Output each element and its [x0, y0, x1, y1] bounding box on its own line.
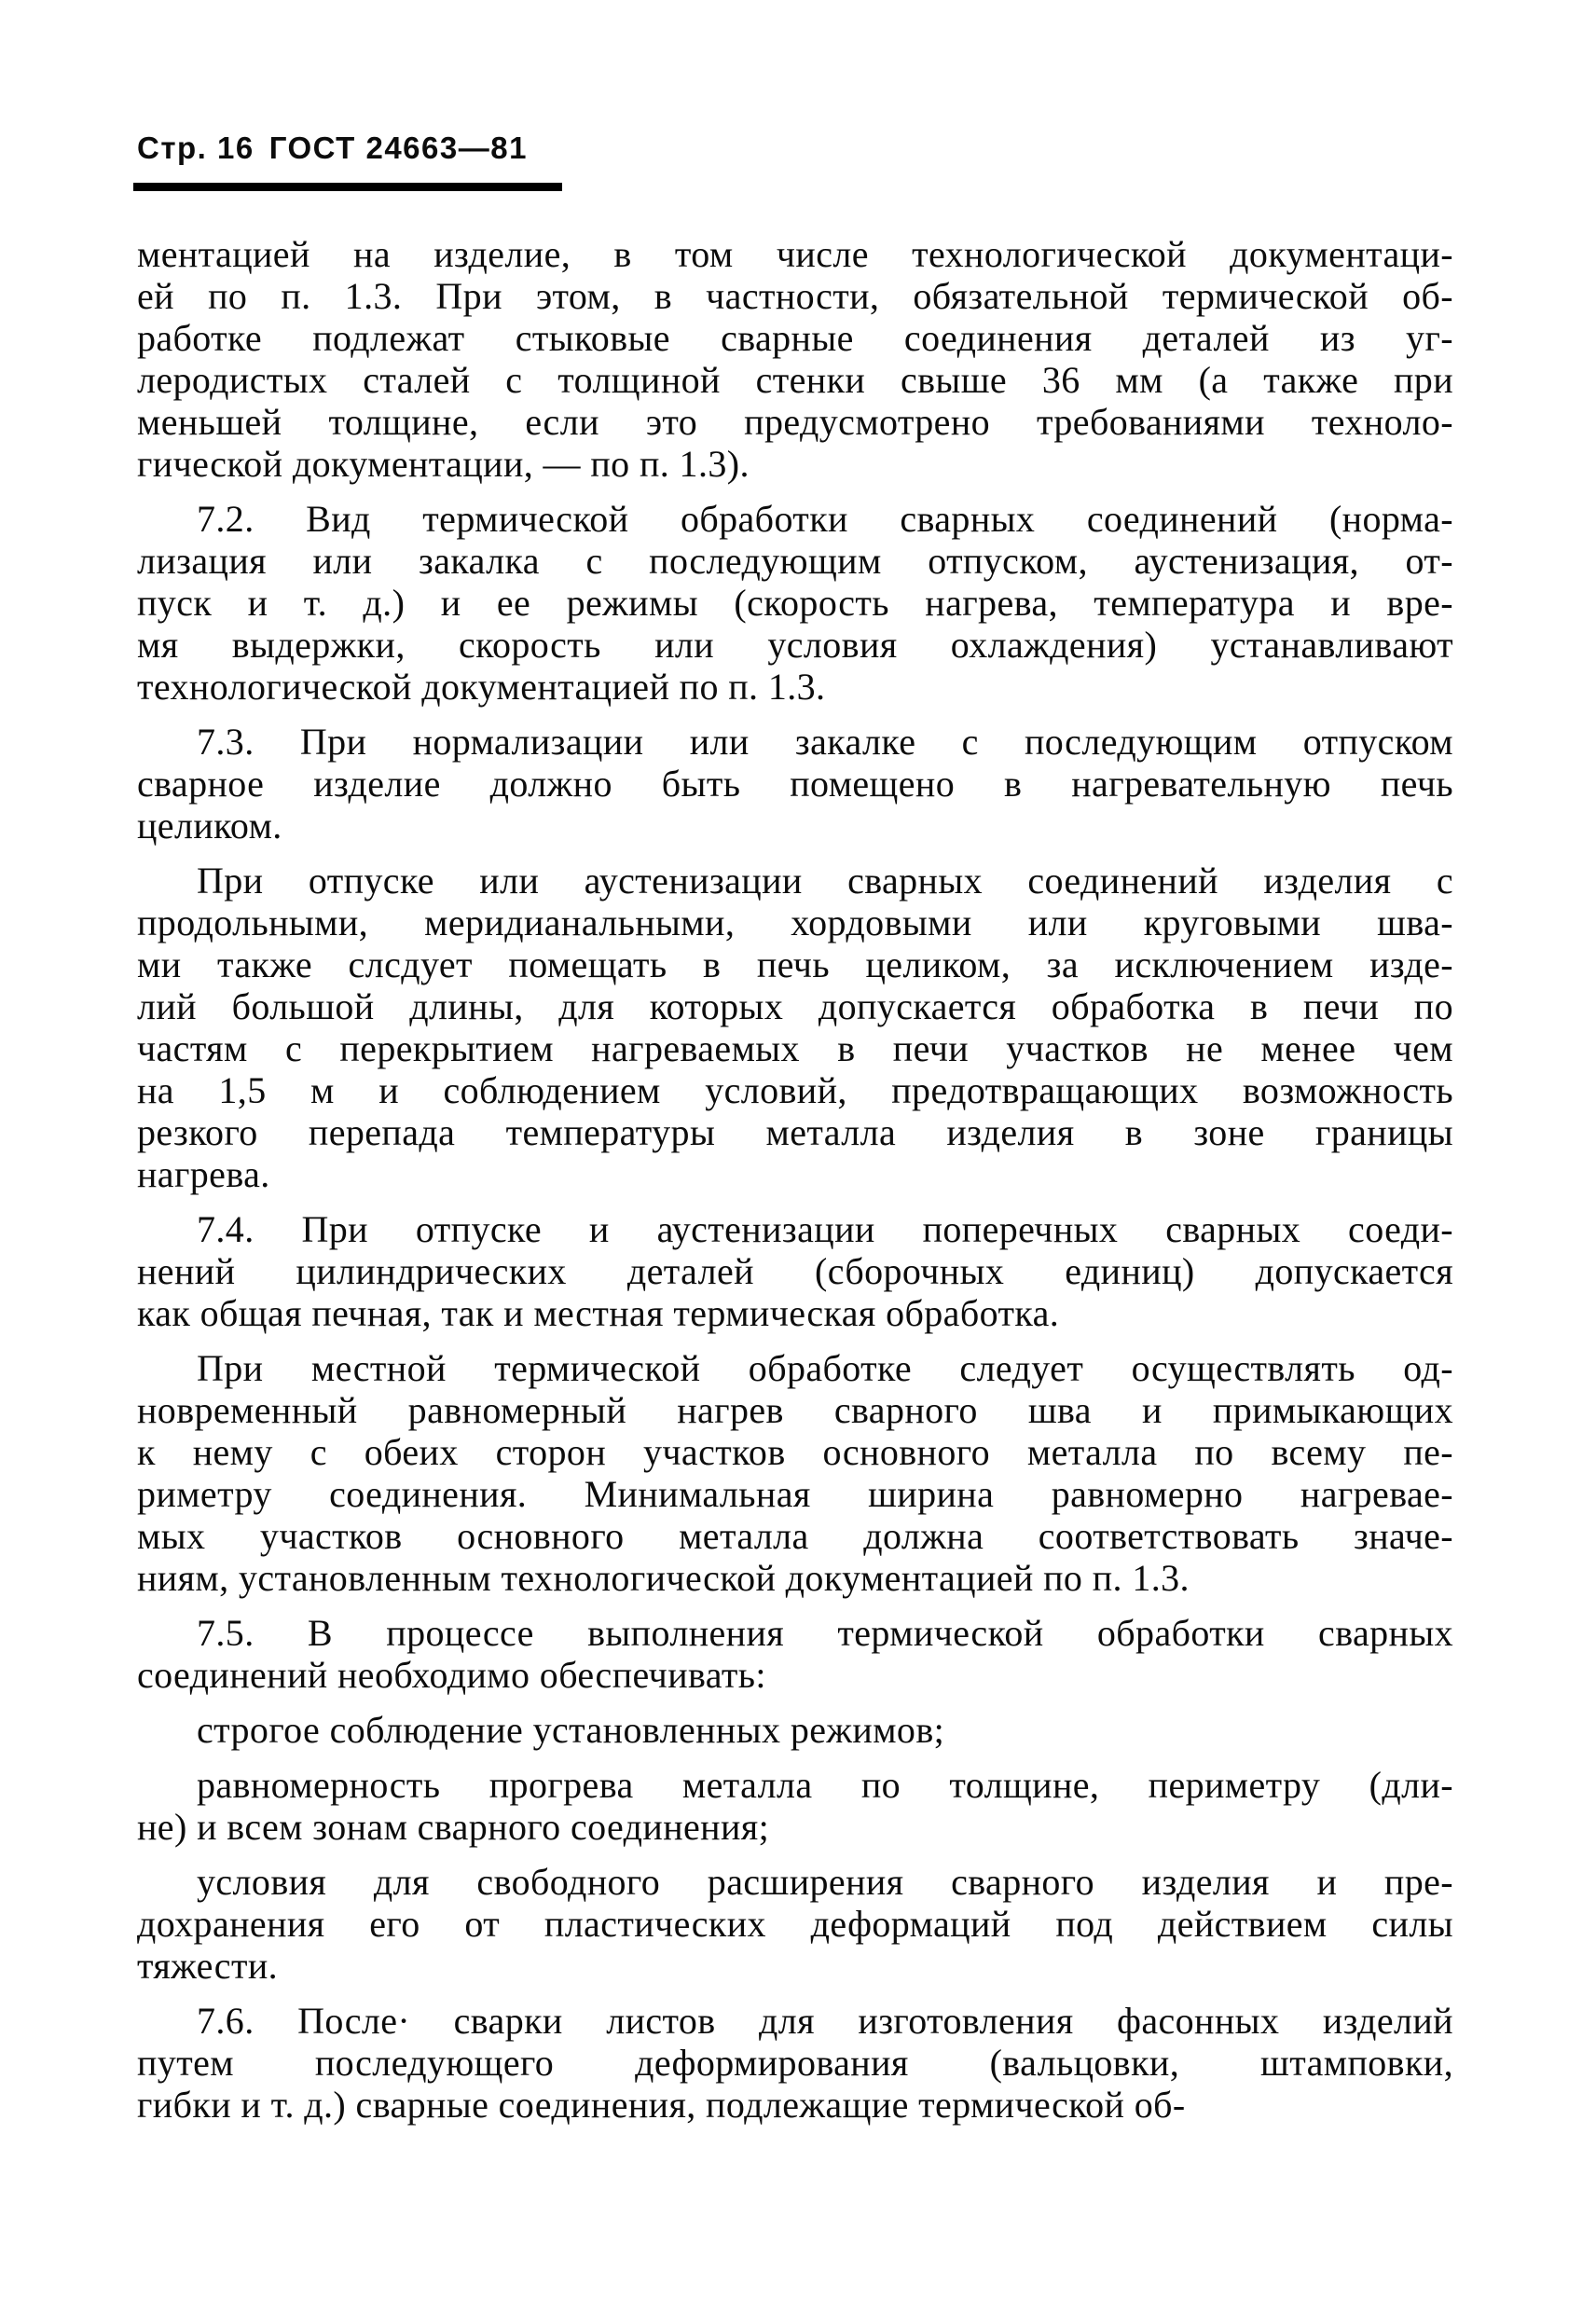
- paragraph-line: гической документации, — по п. 1.3).: [137, 443, 750, 485]
- paragraph-line: к нему с обеих сторон участков основного металла по всему пе-: [137, 1431, 1453, 1473]
- paragraph-line: ниям, установленным технологической документацией по п. 1.3.: [137, 1557, 1190, 1599]
- paragraph-line: равномерность прогрева металла по толщине, периметру (дли-: [197, 1764, 1453, 1806]
- paragraph-line: технологической документацией по п. 1.3.: [137, 666, 826, 708]
- paragraph-line: соединений необходимо обеспечивать:: [137, 1654, 766, 1696]
- paragraph: [137, 1347, 1453, 1599]
- paragraph-line: путем последующего деформирования (вальцовки, штамповки,: [137, 2042, 1453, 2084]
- paragraph: [137, 721, 1453, 847]
- paragraph-line: 7.6. После· сварки листов для изготовления фасонных изделий: [197, 2000, 1453, 2042]
- paragraph-line: на 1,5 м и соблюдением условий, предотвращающих возможность: [137, 1069, 1453, 1111]
- paragraph-line: 7.5. В процессе выполнения термической обработки сварных: [197, 1612, 1453, 1654]
- paragraph-line: риметру соединения. Минимальная ширина равномерно нагревае-: [137, 1473, 1453, 1515]
- paragraph-line: как общая печная, так и местная термическая обработка.: [137, 1292, 1060, 1334]
- paragraph-line: условия для свободного расширения сварного изделия и пре-: [197, 1861, 1453, 1903]
- paragraph: [137, 1208, 1453, 1334]
- paragraph: [137, 2000, 1453, 2126]
- paragraph-line: меньшей толщине, если это предусмотрено требованиями техноло-: [137, 401, 1453, 443]
- document-body: [137, 233, 1453, 2139]
- paragraph-line: частям с перекрытием нагреваемых в печи участков не менее чем: [137, 1027, 1453, 1069]
- paragraph-line: тяжести.: [137, 1945, 279, 1987]
- paragraph-line: ей по п. 1.3. При этом, в частности, обязательной термической об-: [137, 275, 1453, 317]
- header-rule: [133, 183, 562, 191]
- paragraph-line: продольными, меридианальными, хордовыми или круговыми шва-: [137, 902, 1453, 943]
- paragraph-line: 7.4. При отпуске и аустенизации поперечных сварных соеди-: [197, 1208, 1453, 1250]
- paragraph: [137, 1709, 1453, 1751]
- paragraph-line: лий большой длины, для которых допускается обработка в печи по: [137, 985, 1453, 1027]
- paragraph-line: сварное изделие должно быть помещено в нагревательную печь: [137, 763, 1453, 805]
- paragraph-line: нений цилиндрических деталей (сборочных единиц) допускается: [137, 1250, 1453, 1292]
- paragraph-line: При отпуске или аустенизации сварных соединений изделия с: [197, 860, 1453, 902]
- paragraph-line: леродистых сталей с толщиной стенки свыше 36 мм (а также при: [137, 359, 1453, 401]
- paragraph-line: 7.2. Вид термической обработки сварных соединений (норма-: [197, 498, 1453, 540]
- paragraph-line: дохранения его от пластических деформаций под действием силы: [137, 1903, 1453, 1945]
- paragraph: [137, 1764, 1453, 1848]
- paragraph-line: ментацией на изделие, в том числе технологической документаци-: [137, 233, 1453, 275]
- paragraph: [137, 1861, 1453, 1987]
- paragraph-line: При местной термической обработке следует осуществлять од-: [197, 1347, 1453, 1389]
- paragraph: [137, 1612, 1453, 1696]
- paragraph-line: ми также слсдует помещать в печь целиком, за исключением изде-: [137, 943, 1453, 985]
- paragraph-line: резкого перепада температуры металла изделия в зоне границы: [137, 1111, 1453, 1153]
- page-number-label: Стр. 16: [137, 131, 255, 165]
- paragraph: [137, 860, 1453, 1195]
- paragraph-line: гибки и т. д.) сварные соединения, подлежащие термической об-: [137, 2084, 1186, 2126]
- paragraph: [137, 233, 1453, 485]
- paragraph-line: пуск и т. д.) и ее режимы (скорость нагрева, температура и вре-: [137, 582, 1453, 624]
- paragraph-line: 7.3. При нормализации или закалке с последующим отпуском: [197, 721, 1453, 763]
- paragraph: [137, 498, 1453, 708]
- paragraph-line: строгое соблюдение установленных режимов;: [197, 1709, 945, 1751]
- paragraph-line: целиком.: [137, 805, 282, 847]
- paragraph-line: нагрева.: [137, 1153, 270, 1195]
- paragraph-line: новременный равномерный нагрев сварного шва и примыкающих: [137, 1389, 1453, 1431]
- paragraph-line: не) и всем зонам сварного соединения;: [137, 1806, 770, 1848]
- paragraph-line: лизация или закалка с последующим отпуском, аустенизация, от-: [137, 540, 1453, 582]
- standard-number: ГОСТ 24663—81: [268, 131, 528, 165]
- paragraph-line: работке подлежат стыковые сварные соединения деталей из уг-: [137, 317, 1453, 359]
- paragraph-line: мя выдержки, скорость или условия охлаждения) устанавливают: [137, 624, 1453, 666]
- paragraph-line: мых участков основного металла должна соответствовать значе-: [137, 1515, 1453, 1557]
- page-header: [137, 131, 528, 166]
